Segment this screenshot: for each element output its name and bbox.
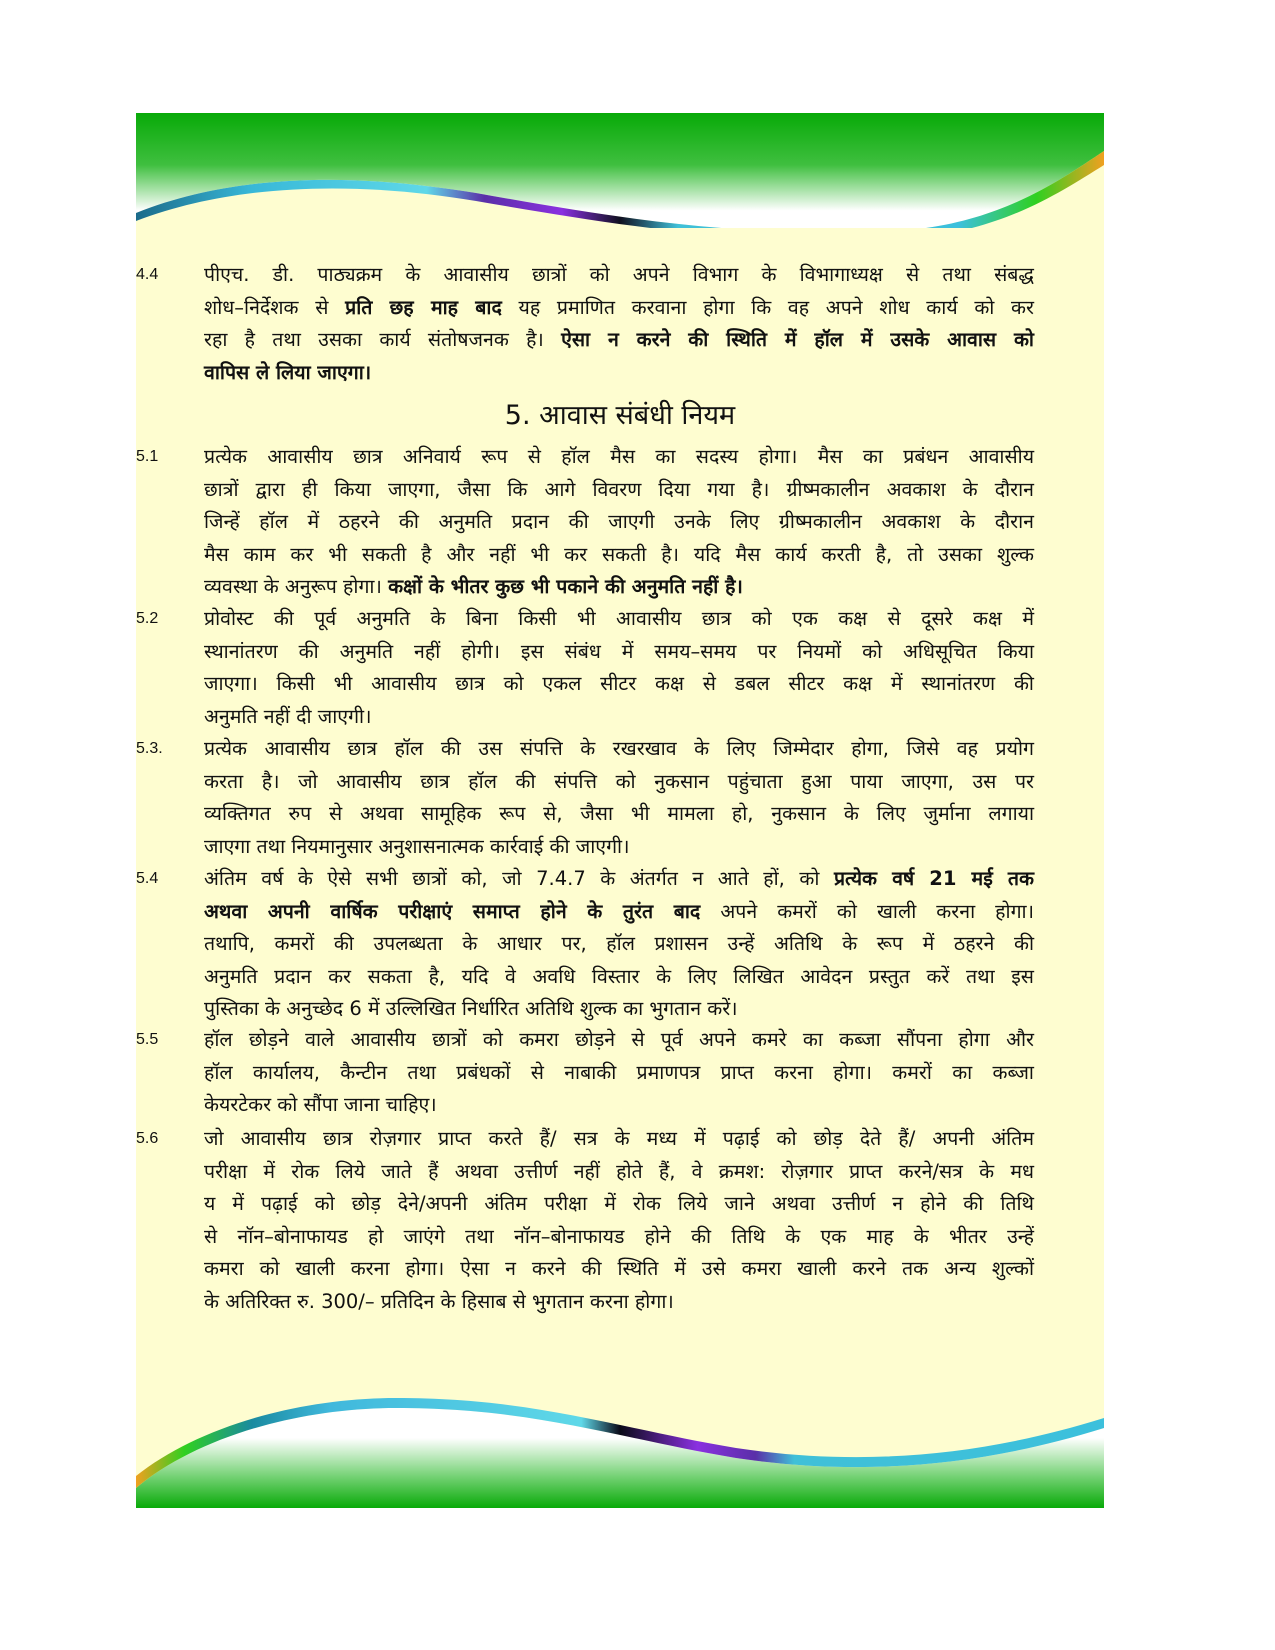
text-line [204, 441, 1034, 474]
decorative-header-wave [136, 113, 1104, 228]
text-run: जिन्हें हॉल में ठहरने की अनुमति प्रदान की जाएगी उनके लिए ग्रीष्मकालीन अवकाश के दौरान [204, 510, 1034, 533]
text-run: हॉल छोड़ने वाले आवासीय छात्रों को कमरा छोड़ने से पूर्व अपने कमरे का कब्जा सौंपना होगा और [204, 1028, 1034, 1051]
bold-text: वापिस ले लिया जाएगा। [204, 360, 372, 384]
text-line [204, 1024, 1034, 1057]
text-run: प्रोवोस्ट की पूर्व अनुमति के बिना किसी भी आवासीय छात्र को एक कक्ष से दूसरे कक्ष में [204, 607, 1034, 630]
text-line [204, 928, 1034, 961]
text-run: रहा है तथा उसका कार्य संतोषजनक है। [204, 328, 562, 351]
text-run: प्रत्येक आवासीय छात्र हॉल की उस संपत्ति के रखरखाव के लिए जिम्मेदार होगा, जिसे वह प्रयोग [204, 737, 1034, 760]
section-number: 5.5 [136, 1031, 159, 1048]
section-number: 5.6 [136, 1130, 159, 1147]
document-page [136, 113, 1104, 1508]
text-run: छात्रों द्वारा ही किया जाएगा, जैसा कि आगे विवरण दिया गया है। ग्रीष्मकालीन अवकाश के दौरान [204, 477, 1034, 501]
text-run: जो आवासीय छात्र रोज़गार प्राप्त करते हैं/ सत्र के मध्य में पढ़ाई को छोड़ देते हैं/ अपनी अंतिम [204, 1127, 1034, 1150]
section-heading: 5. आवास संबंधी नियम [504, 400, 736, 431]
section-number: 5.1 [136, 448, 159, 465]
text-run: से नॉन–बोनाफायड हो जाएंगे तथा नॉन–बोनाफायड होने की तिथि के एक माह के भीतर उन्हें [204, 1224, 1034, 1248]
text-line [204, 798, 1034, 831]
section-5-3 [136, 733, 1034, 863]
text-run: करता है। जो आवासीय छात्र हॉल की संपत्ति को नुकसान पहुंचाता हुआ पाया जाएगा, उस पर [204, 769, 1034, 793]
text-run: के अतिरिक्त रु. 300/– प्रतिदिन के हिसाब से भुगतान करना होगा। [204, 1289, 674, 1313]
bold-text: ऐसा न करने की स्थिति में हॉल में उसके आवास को [561, 328, 1034, 351]
text-line [204, 733, 1034, 766]
text-line [204, 539, 1034, 572]
text-line [204, 831, 1034, 864]
text-run: कमरा को खाली करना होगा। ऐसा न करने की स्थिति में उसे कमरा खाली करने तक अन्य शुल्कों [204, 1257, 1034, 1280]
text-run: अंतिम वर्ष के ऐसे सभी छात्रों को, जो 7.4.7 के अंतर्गत न आते हों, को [204, 867, 834, 890]
section-number: 5.3. [136, 740, 163, 757]
text-line [204, 1123, 1034, 1156]
bold-text: प्रति छह माह बाद [345, 295, 502, 319]
text-run: अनुमति नहीं दी जाएगी। [204, 704, 372, 728]
text-run: य में पढ़ाई को छोड़ देने/अपनी अंतिम परीक्षा में रोक लिये जाने अथवा उत्तीर्ण न होने की तिथि [204, 1192, 1034, 1215]
text-line [204, 1253, 1034, 1286]
bold-text: प्रत्येक वर्ष 21 मई तक [833, 867, 1034, 890]
text-run: केयरटेकर को सौंपा जाना चाहिए। [204, 1093, 437, 1116]
text-run: व्यवस्था के अनुरूप होगा। [204, 575, 389, 598]
text-line [204, 292, 1034, 325]
text-line [204, 357, 1034, 390]
text-run: तथापि, कमरों की उपलब्धता के आधार पर, हॉल प्रशासन उन्हें अतिथि के रूप में ठहरने की [204, 932, 1034, 955]
section-5-2 [136, 603, 1034, 733]
text-run: परीक्षा में रोक लिये जाते हैं अथवा उत्तीर्ण नहीं होते हैं, वे क्रमश: रोज़गार प्राप्त करने/सत्र के मध [204, 1159, 1034, 1183]
text-line [204, 766, 1034, 799]
text-line [204, 571, 1034, 604]
section-5-6 [136, 1123, 1034, 1318]
section-5-4 [136, 863, 1034, 1026]
text-line [204, 1089, 1034, 1122]
bold-text: कक्षों के भीतर कुछ भी पकाने की अनुमति नहीं है। [388, 575, 743, 598]
text-line [204, 1057, 1034, 1090]
section-number: 5.2 [136, 610, 159, 627]
text-line [204, 1156, 1034, 1189]
text-line [204, 896, 1034, 929]
text-run: पुस्तिका के अनुच्छेद 6 में उल्लिखित निर्धारित अतिथि शुल्क का भुगतान करें। [204, 997, 738, 1020]
text-run: जाएगा। किसी भी आवासीय छात्र को एकल सीटर कक्ष से डबल सीटर कक्ष में स्थानांतरण की [204, 672, 1034, 695]
text-run: व्यक्तिगत रुप से अथवा सामूहिक रूप से, जैसा भी मामला हो, नुकसान के लिए जुर्माना लगाया [204, 802, 1034, 825]
section-4-4 [136, 259, 1034, 389]
text-line [204, 701, 1034, 734]
text-line [204, 863, 1034, 896]
text-run: यह प्रमाणित करवाना होगा कि वह अपने शोध कार्य को कर [501, 295, 1034, 319]
text-line [204, 506, 1034, 539]
decorative-footer-wave [136, 1388, 1104, 1508]
text-line [204, 668, 1034, 701]
text-line [204, 324, 1034, 357]
text-line [204, 636, 1034, 669]
text-line [204, 259, 1034, 292]
text-run: मैस काम कर भी सकती है और नहीं भी कर सकती है। यदि मैस कार्य करती है, तो उसका शुल्क [204, 542, 1034, 566]
text-run: हॉल कार्यालय, कैन्टीन तथा प्रबंधकों से नाबाकी प्रमाणपत्र प्राप्त करना होगा। कमरों का कब्जा [204, 1060, 1034, 1084]
section-5-1 [136, 441, 1034, 604]
text-line [204, 1188, 1034, 1221]
text-run: जाएगा तथा नियमानुसार अनुशासनात्मक कार्रवाई की जाएगी। [204, 834, 630, 858]
text-line [204, 961, 1034, 994]
text-line [204, 1221, 1034, 1254]
text-run: अनुमति प्रदान कर सकता है, यदि वे अवधि विस्तार के लिए लिखित आवेदन प्रस्तुत करें तथा इस [204, 964, 1034, 988]
text-line [204, 603, 1034, 636]
text-line [204, 1286, 1034, 1319]
text-line [204, 474, 1034, 507]
section-5-5 [136, 1024, 1034, 1122]
text-run: प्रत्येक आवासीय छात्र अनिवार्य रूप से हॉल मैस का सदस्य होगा। मैस का प्रबंधन आवासीय [204, 445, 1034, 468]
text-run: स्थानांतरण की अनुमति नहीं होगी। इस संबंध में समय–समय पर नियमों को अधिसूचित किया [204, 639, 1034, 663]
text-line [204, 993, 1034, 1026]
text-run: पीएच. डी. पाठ्यक्रम के आवासीय छात्रों को अपने विभाग के विभागाध्यक्ष से तथा संबद्ध [204, 263, 1034, 286]
bold-text: अथवा अपनी वार्षिक परीक्षाएं समाप्त होने के तुरंत बाद [204, 899, 701, 923]
text-run: शोध–निर्देशक से [204, 295, 346, 319]
section-number: 5.4 [136, 870, 159, 887]
text-run: अपने कमरों को खाली करना होगा। [700, 899, 1034, 923]
section-number: 4.4 [136, 266, 159, 283]
